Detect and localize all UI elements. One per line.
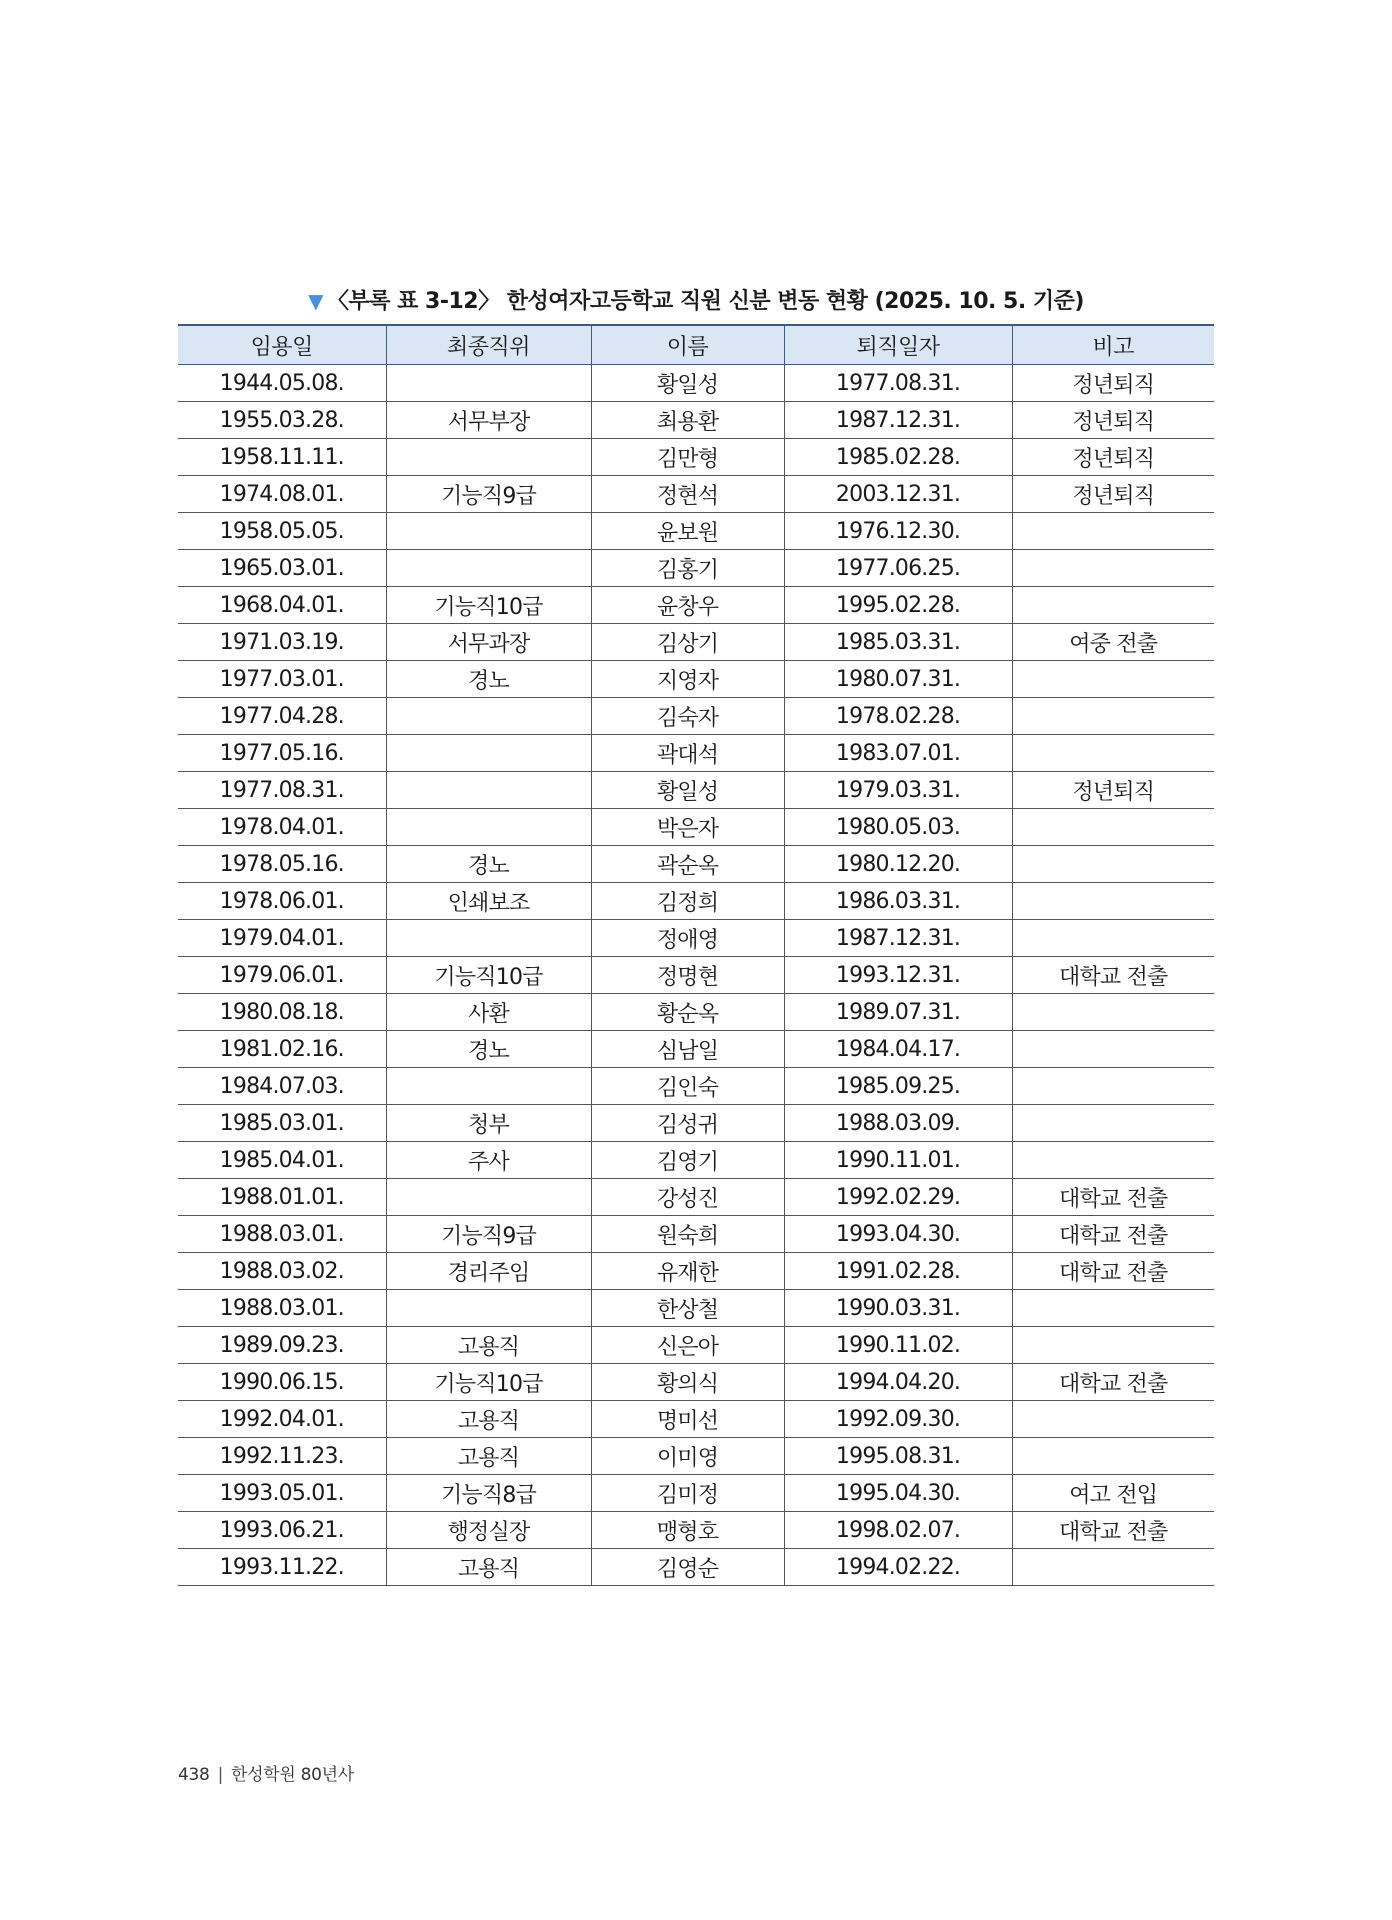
table-cell: 1944.05.08. — [178, 365, 386, 402]
table-cell — [386, 550, 591, 587]
table-cell: 곽순옥 — [591, 846, 784, 883]
table-row — [178, 1512, 1214, 1549]
table-row — [178, 846, 1214, 883]
table-row — [178, 957, 1214, 994]
table-cell: 기능직10급 — [386, 1364, 591, 1401]
table-cell — [1012, 735, 1214, 772]
table-cell: 1983.07.01. — [784, 735, 1012, 772]
table-cell — [386, 698, 591, 735]
table-cell: 1955.03.28. — [178, 402, 386, 439]
table-cell — [1012, 846, 1214, 883]
table-cell: 경노 — [386, 846, 591, 883]
table-row — [178, 1327, 1214, 1364]
table-cell: 1995.02.28. — [784, 587, 1012, 624]
table-cell: 1993.06.21. — [178, 1512, 386, 1549]
header-cell: 임용일 — [178, 325, 386, 365]
table-cell: 윤창우 — [591, 587, 784, 624]
table-cell — [1012, 698, 1214, 735]
table-row — [178, 994, 1214, 1031]
table-cell: 1968.04.01. — [178, 587, 386, 624]
table-cell: 1979.04.01. — [178, 920, 386, 957]
table-cell: 1993.12.31. — [784, 957, 1012, 994]
table-row — [178, 513, 1214, 550]
table-cell: 김인숙 — [591, 1068, 784, 1105]
table-cell: 김미정 — [591, 1475, 784, 1512]
table-cell — [386, 920, 591, 957]
table-cell: 1998.02.07. — [784, 1512, 1012, 1549]
table-cell: 경노 — [386, 1031, 591, 1068]
table-cell: 정년퇴직 — [1012, 365, 1214, 402]
table-cell: 1990.03.31. — [784, 1290, 1012, 1327]
table-cell — [386, 735, 591, 772]
table-cell: 1985.03.31. — [784, 624, 1012, 661]
table-cell — [1012, 809, 1214, 846]
table-cell: 한상철 — [591, 1290, 784, 1327]
table-row — [178, 1253, 1214, 1290]
table-cell: 대학교 전출 — [1012, 957, 1214, 994]
table-cell: 정애영 — [591, 920, 784, 957]
table-cell: 1978.02.28. — [784, 698, 1012, 735]
table-cell: 정명현 — [591, 957, 784, 994]
table-cell: 1974.08.01. — [178, 476, 386, 513]
table-cell: 경리주임 — [386, 1253, 591, 1290]
table-cell — [1012, 1031, 1214, 1068]
table-cell: 1987.12.31. — [784, 402, 1012, 439]
table-row — [178, 1549, 1214, 1586]
table-cell: 박은자 — [591, 809, 784, 846]
table-cell: 기능직10급 — [386, 587, 591, 624]
table-cell: 대학교 전출 — [1012, 1179, 1214, 1216]
table-row — [178, 402, 1214, 439]
table-cell: 1980.12.20. — [784, 846, 1012, 883]
table-cell: 여중 전출 — [1012, 624, 1214, 661]
header-cell: 퇴직일자 — [784, 325, 1012, 365]
table-cell: 2003.12.31. — [784, 476, 1012, 513]
table-cell: 1988.03.01. — [178, 1290, 386, 1327]
table-cell: 정현석 — [591, 476, 784, 513]
table-cell: 정년퇴직 — [1012, 402, 1214, 439]
table-cell: 고용직 — [386, 1549, 591, 1586]
triangle-down-icon: ▼ — [308, 289, 323, 313]
table-cell: 김정희 — [591, 883, 784, 920]
book-title: 한성학원 80년사 — [231, 1765, 354, 1785]
table-cell: 대학교 전출 — [1012, 1216, 1214, 1253]
table-row — [178, 1142, 1214, 1179]
table-cell — [1012, 994, 1214, 1031]
table-row — [178, 661, 1214, 698]
table-cell: 김성귀 — [591, 1105, 784, 1142]
table-cell — [1012, 883, 1214, 920]
table-cell: 1990.06.15. — [178, 1364, 386, 1401]
table-cell: 유재한 — [591, 1253, 784, 1290]
table-cell — [386, 513, 591, 550]
table-cell — [386, 439, 591, 476]
table-row — [178, 1438, 1214, 1475]
table-cell: 1992.02.29. — [784, 1179, 1012, 1216]
table-cell — [1012, 587, 1214, 624]
table-row — [178, 883, 1214, 920]
table-cell: 정년퇴직 — [1012, 772, 1214, 809]
table-row — [178, 1216, 1214, 1253]
table-cell: 최용환 — [591, 402, 784, 439]
table-cell: 김상기 — [591, 624, 784, 661]
table-cell: 1977.05.16. — [178, 735, 386, 772]
table-cell: 이미영 — [591, 1438, 784, 1475]
table-cell: 대학교 전출 — [1012, 1253, 1214, 1290]
table-cell: 사환 — [386, 994, 591, 1031]
table-row — [178, 1475, 1214, 1512]
table-cell: 1977.06.25. — [784, 550, 1012, 587]
table-cell: 맹형호 — [591, 1512, 784, 1549]
table-cell — [386, 365, 591, 402]
table-cell: 행정실장 — [386, 1512, 591, 1549]
table-cell: 1995.08.31. — [784, 1438, 1012, 1475]
table-cell: 고용직 — [386, 1438, 591, 1475]
table-cell — [1012, 1142, 1214, 1179]
table-row — [178, 1105, 1214, 1142]
table-cell: 고용직 — [386, 1401, 591, 1438]
table-cell — [1012, 1105, 1214, 1142]
table-cell: 서무과장 — [386, 624, 591, 661]
table-cell: 심남일 — [591, 1031, 784, 1068]
table-cell: 명미선 — [591, 1401, 784, 1438]
table-cell — [1012, 1438, 1214, 1475]
table-cell: 기능직9급 — [386, 1216, 591, 1253]
table-cell — [386, 772, 591, 809]
table-cell: 1978.04.01. — [178, 809, 386, 846]
table-cell: 황순옥 — [591, 994, 784, 1031]
table-cell: 1990.11.01. — [784, 1142, 1012, 1179]
table-cell: 1980.07.31. — [784, 661, 1012, 698]
table-row — [178, 735, 1214, 772]
table-cell: 대학교 전출 — [1012, 1512, 1214, 1549]
table-cell: 황의식 — [591, 1364, 784, 1401]
table-cell — [1012, 920, 1214, 957]
table-cell — [1012, 513, 1214, 550]
table-cell: 1993.05.01. — [178, 1475, 386, 1512]
table-cell: 경노 — [386, 661, 591, 698]
table-row — [178, 809, 1214, 846]
table-cell: 1994.04.20. — [784, 1364, 1012, 1401]
table-row — [178, 1031, 1214, 1068]
table-cell: 1977.03.01. — [178, 661, 386, 698]
table-cell: 1971.03.19. — [178, 624, 386, 661]
table-body — [178, 365, 1214, 1586]
table-cell: 1992.04.01. — [178, 1401, 386, 1438]
table-cell: 김영기 — [591, 1142, 784, 1179]
table-cell: 기능직8급 — [386, 1475, 591, 1512]
table-row — [178, 624, 1214, 661]
table-cell — [1012, 1327, 1214, 1364]
header-cell: 최종직위 — [386, 325, 591, 365]
table-cell: 신은아 — [591, 1327, 784, 1364]
table-cell: 1981.02.16. — [178, 1031, 386, 1068]
table-cell: 1985.09.25. — [784, 1068, 1012, 1105]
table-cell: 1989.09.23. — [178, 1327, 386, 1364]
table-row — [178, 550, 1214, 587]
table-cell: 1965.03.01. — [178, 550, 386, 587]
table-cell: 1986.03.31. — [784, 883, 1012, 920]
table-cell: 1987.12.31. — [784, 920, 1012, 957]
table-cell: 1978.05.16. — [178, 846, 386, 883]
table-cell — [386, 1068, 591, 1105]
table-row — [178, 1179, 1214, 1216]
table-row — [178, 1290, 1214, 1327]
table-cell — [1012, 1549, 1214, 1586]
table-cell: 주사 — [386, 1142, 591, 1179]
table-row — [178, 1401, 1214, 1438]
table-cell: 김만형 — [591, 439, 784, 476]
table-cell: 지영자 — [591, 661, 784, 698]
table-cell: 1958.11.11. — [178, 439, 386, 476]
table-cell: 고용직 — [386, 1327, 591, 1364]
table-cell — [386, 1290, 591, 1327]
caption-text: 〈부록 표 3-12〉 한성여자고등학교 직원 신분 변동 현황 (2025. 10. 5. 기준) — [326, 289, 1084, 314]
page-number: 438 — [178, 1765, 210, 1785]
table-cell: 여고 전입 — [1012, 1475, 1214, 1512]
table-cell: 윤보원 — [591, 513, 784, 550]
table-cell — [1012, 550, 1214, 587]
table-cell: 1988.01.01. — [178, 1179, 386, 1216]
table-cell: 1984.04.17. — [784, 1031, 1012, 1068]
table-row — [178, 772, 1214, 809]
table-cell: 1979.03.31. — [784, 772, 1012, 809]
table-cell: 김숙자 — [591, 698, 784, 735]
header-cell: 이름 — [591, 325, 784, 365]
table-cell: 1979.06.01. — [178, 957, 386, 994]
table-cell: 1988.03.09. — [784, 1105, 1012, 1142]
table-cell: 황일성 — [591, 365, 784, 402]
table-cell: 김영순 — [591, 1549, 784, 1586]
table-cell: 곽대석 — [591, 735, 784, 772]
table-cell: 1989.07.31. — [784, 994, 1012, 1031]
table-cell: 1977.08.31. — [784, 365, 1012, 402]
table-cell: 1985.04.01. — [178, 1142, 386, 1179]
table-cell: 1993.04.30. — [784, 1216, 1012, 1253]
table-cell: 1980.08.18. — [178, 994, 386, 1031]
table-cell: 인쇄보조 — [386, 883, 591, 920]
table-cell: 1958.05.05. — [178, 513, 386, 550]
staff-table — [178, 324, 1214, 1586]
table-cell: 대학교 전출 — [1012, 1364, 1214, 1401]
table-cell: 김홍기 — [591, 550, 784, 587]
table-cell: 청부 — [386, 1105, 591, 1142]
table-header — [178, 325, 1214, 365]
table-cell: 1980.05.03. — [784, 809, 1012, 846]
table-row — [178, 587, 1214, 624]
table-cell — [1012, 1290, 1214, 1327]
table-cell: 1978.06.01. — [178, 883, 386, 920]
table-cell: 1992.09.30. — [784, 1401, 1012, 1438]
table-cell — [386, 809, 591, 846]
table-cell: 기능직9급 — [386, 476, 591, 513]
table-cell: 1995.04.30. — [784, 1475, 1012, 1512]
table-cell: 1985.02.28. — [784, 439, 1012, 476]
table-cell: 원숙희 — [591, 1216, 784, 1253]
table-cell: 1988.03.02. — [178, 1253, 386, 1290]
table-row — [178, 698, 1214, 735]
table-cell: 정년퇴직 — [1012, 476, 1214, 513]
page-footer — [178, 1760, 354, 1785]
table-row — [178, 1068, 1214, 1105]
table-cell: 1991.02.28. — [784, 1253, 1012, 1290]
header-row — [178, 325, 1214, 365]
table-cell: 1977.08.31. — [178, 772, 386, 809]
table-cell: 1994.02.22. — [784, 1549, 1012, 1586]
table-cell — [386, 1179, 591, 1216]
table-cell: 1988.03.01. — [178, 1216, 386, 1253]
table-cell: 기능직10급 — [386, 957, 591, 994]
table-cell: 서무부장 — [386, 402, 591, 439]
header-cell: 비고 — [1012, 325, 1214, 365]
table-cell: 1985.03.01. — [178, 1105, 386, 1142]
table-cell: 1977.04.28. — [178, 698, 386, 735]
footer-separator: | — [217, 1765, 223, 1785]
table-cell: 1993.11.22. — [178, 1549, 386, 1586]
table-cell — [1012, 661, 1214, 698]
table-row — [178, 476, 1214, 513]
table-cell: 1990.11.02. — [784, 1327, 1012, 1364]
table-cell: 정년퇴직 — [1012, 439, 1214, 476]
table-caption — [0, 286, 1392, 317]
table-cell: 1984.07.03. — [178, 1068, 386, 1105]
table-row — [178, 1364, 1214, 1401]
table-cell — [1012, 1068, 1214, 1105]
table-cell — [1012, 1401, 1214, 1438]
table-cell: 황일성 — [591, 772, 784, 809]
table-cell: 1976.12.30. — [784, 513, 1012, 550]
table-row — [178, 365, 1214, 402]
table-row — [178, 920, 1214, 957]
table-cell: 1992.11.23. — [178, 1438, 386, 1475]
table-row — [178, 439, 1214, 476]
table-cell: 강성진 — [591, 1179, 784, 1216]
